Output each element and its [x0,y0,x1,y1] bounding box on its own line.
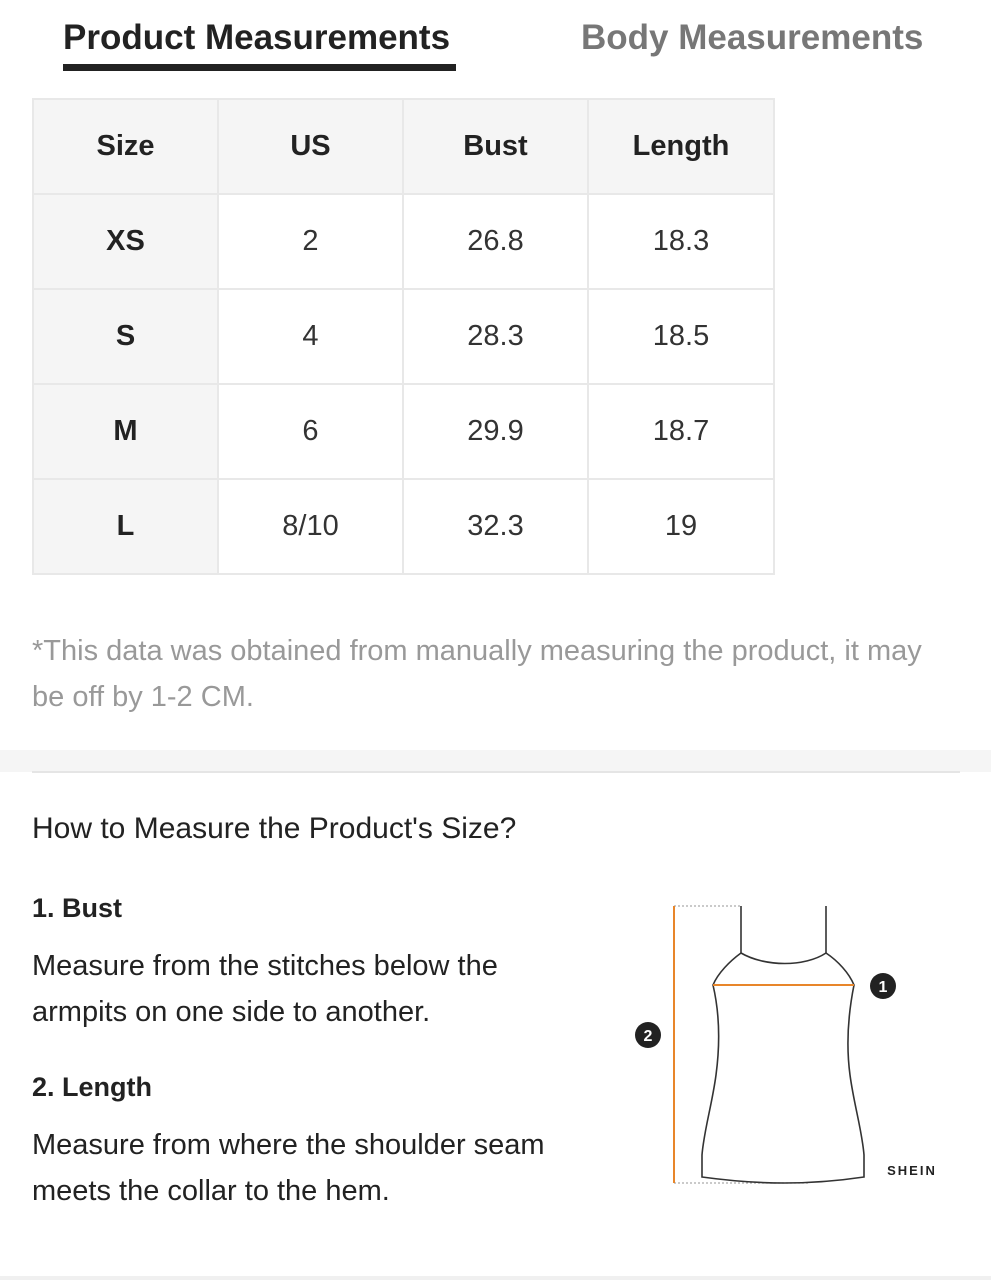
table-row [33,479,774,574]
cell-length: 19 [588,479,774,574]
cell-bust: 29.9 [403,384,588,479]
measurement-tabs [0,0,991,80]
step-length-title: 2. Length [32,1072,152,1102]
cell-us: 2 [218,194,403,289]
size-table [32,98,775,575]
active-tab-indicator [63,64,456,71]
header-us: US [218,99,403,194]
cell-size: XS [33,194,218,289]
cell-us: 4 [218,289,403,384]
cell-us: 8/10 [218,479,403,574]
step-bust-description: Measure from the stitches below the armpits on one side to another. [32,950,498,1028]
cell-us: 6 [218,384,403,479]
header-size: Size [33,99,218,194]
cell-length: 18.5 [588,289,774,384]
tab-product-measurements[interactable]: Product Measurements [63,18,451,57]
header-bust: Bust [403,99,588,194]
step-length-description: Measure from where the shoulder seam meets the collar to the hem. [32,1129,545,1207]
marker-2-label: 2 [643,1028,653,1045]
table-row [33,194,774,289]
how-to-measure-title: How to Measure the Product's Size? [32,812,517,845]
cell-length: 18.7 [588,384,774,479]
cell-bust: 32.3 [403,479,588,574]
cell-size: S [33,289,218,384]
cell-length: 18.3 [588,194,774,289]
camisole-illustration [620,895,960,1195]
garment-measure-diagram [620,895,960,1195]
table-row [33,289,774,384]
section-separator-band [0,750,991,772]
header-length: Length [588,99,774,194]
measurement-disclaimer: *This data was obtained from manually measuring the product, it may be off by 1-2 CM. [32,635,922,713]
step-bust-title: 1. Bust [32,893,123,923]
cell-bust: 26.8 [403,194,588,289]
table-header-row [33,99,774,194]
bottom-divider [0,1276,991,1280]
cell-size: M [33,384,218,479]
garment-outline [702,953,864,1183]
neckline [741,953,826,964]
cell-size: L [33,479,218,574]
table-row [33,384,774,479]
brand-logo: SHEIN [887,1163,937,1178]
cell-bust: 28.3 [403,289,588,384]
tab-body-measurements[interactable]: Body Measurements [581,18,924,57]
marker-1-label: 1 [878,979,888,996]
section-divider [32,771,960,773]
